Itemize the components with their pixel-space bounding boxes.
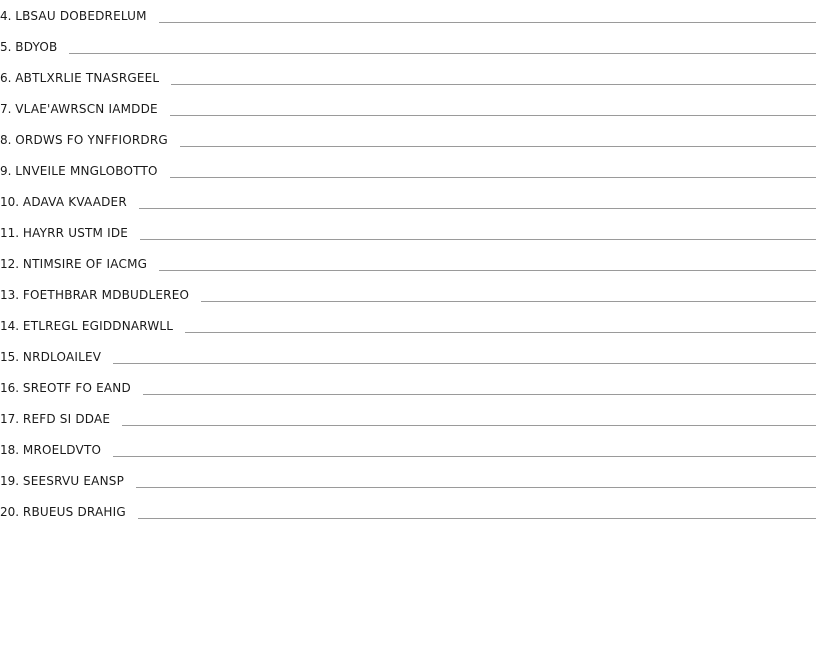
item-number: 11.	[0, 226, 23, 240]
answer-line[interactable]	[185, 310, 816, 333]
item-number: 10.	[0, 195, 23, 209]
list-item	[0, 155, 816, 186]
answer-line[interactable]	[136, 465, 816, 488]
item-number: 8.	[0, 133, 16, 147]
scrambled-word: LBSAU DOBEDRELUM	[15, 9, 147, 23]
list-item	[0, 62, 816, 93]
item-number: 18.	[0, 443, 23, 457]
list-item	[0, 217, 816, 248]
list-item	[0, 93, 816, 124]
scrambled-word: HAYRR USTM IDE	[22, 226, 129, 240]
item-number: 5.	[0, 40, 16, 54]
scrambled-word: ETLREGL EGIDDNARWLL	[22, 319, 174, 333]
answer-line[interactable]	[138, 496, 816, 519]
item-number: 19.	[0, 474, 23, 488]
item-number: 14.	[0, 319, 23, 333]
scrambled-word: ORDWS FO YNFFIORDRG	[15, 133, 168, 147]
answer-line[interactable]	[201, 279, 816, 302]
answer-line[interactable]	[69, 31, 816, 54]
list-item	[0, 279, 816, 310]
list-item	[0, 403, 816, 434]
list-item	[0, 496, 816, 527]
list-item	[0, 248, 816, 279]
answer-line[interactable]	[122, 403, 816, 426]
scrambled-word: SREOTF FO EAND	[22, 381, 131, 395]
item-number: 6.	[0, 71, 16, 85]
answer-line[interactable]	[113, 434, 816, 457]
answer-line[interactable]	[140, 217, 816, 240]
scrambled-word: FOETHBRAR MDBUDLEREO	[22, 288, 190, 302]
answer-line[interactable]	[139, 186, 816, 209]
scrambled-word: VLAE'AWRSCN IAMDDE	[15, 102, 158, 116]
list-item	[0, 310, 816, 341]
list-item	[0, 341, 816, 372]
list-item	[0, 0, 816, 31]
list-item	[0, 372, 816, 403]
answer-line[interactable]	[170, 93, 816, 116]
answer-line[interactable]	[159, 248, 816, 271]
item-number: 15.	[0, 350, 23, 364]
item-number: 16.	[0, 381, 23, 395]
scrambled-word: NTIMSIRE OF IACMG	[22, 257, 148, 271]
answer-line[interactable]	[159, 0, 816, 23]
item-number: 17.	[0, 412, 23, 426]
answer-line[interactable]	[180, 124, 816, 147]
scrambled-word: SEESRVU EANSP	[22, 474, 125, 488]
scrambled-word: ADAVA KVAADER	[22, 195, 127, 209]
list-item	[0, 186, 816, 217]
list-item	[0, 31, 816, 62]
answer-line[interactable]	[143, 372, 816, 395]
item-number: 20.	[0, 505, 23, 519]
scrambled-word: LNVEILE MNGLOBOTTO	[15, 164, 158, 178]
item-number: 7.	[0, 102, 16, 116]
list-item	[0, 465, 816, 496]
item-number: 12.	[0, 257, 23, 271]
scrambled-word: MROELDVTO	[22, 443, 102, 457]
scrambled-word: RBUEUS DRAHIG	[22, 505, 126, 519]
scrambled-word: BDYOB	[15, 40, 58, 54]
scrambled-word: REFD SI DDAE	[22, 412, 111, 426]
answer-line[interactable]	[171, 62, 816, 85]
item-number: 9.	[0, 164, 16, 178]
item-number: 4.	[0, 9, 16, 23]
list-item	[0, 124, 816, 155]
item-number: 13.	[0, 288, 23, 302]
scrambled-word: ABTLXRLIE TNASRGEEL	[15, 71, 160, 85]
answer-line[interactable]	[113, 341, 816, 364]
list-item	[0, 434, 816, 465]
answer-line[interactable]	[170, 155, 816, 178]
scrambled-word: NRDLOAILEV	[22, 350, 102, 364]
